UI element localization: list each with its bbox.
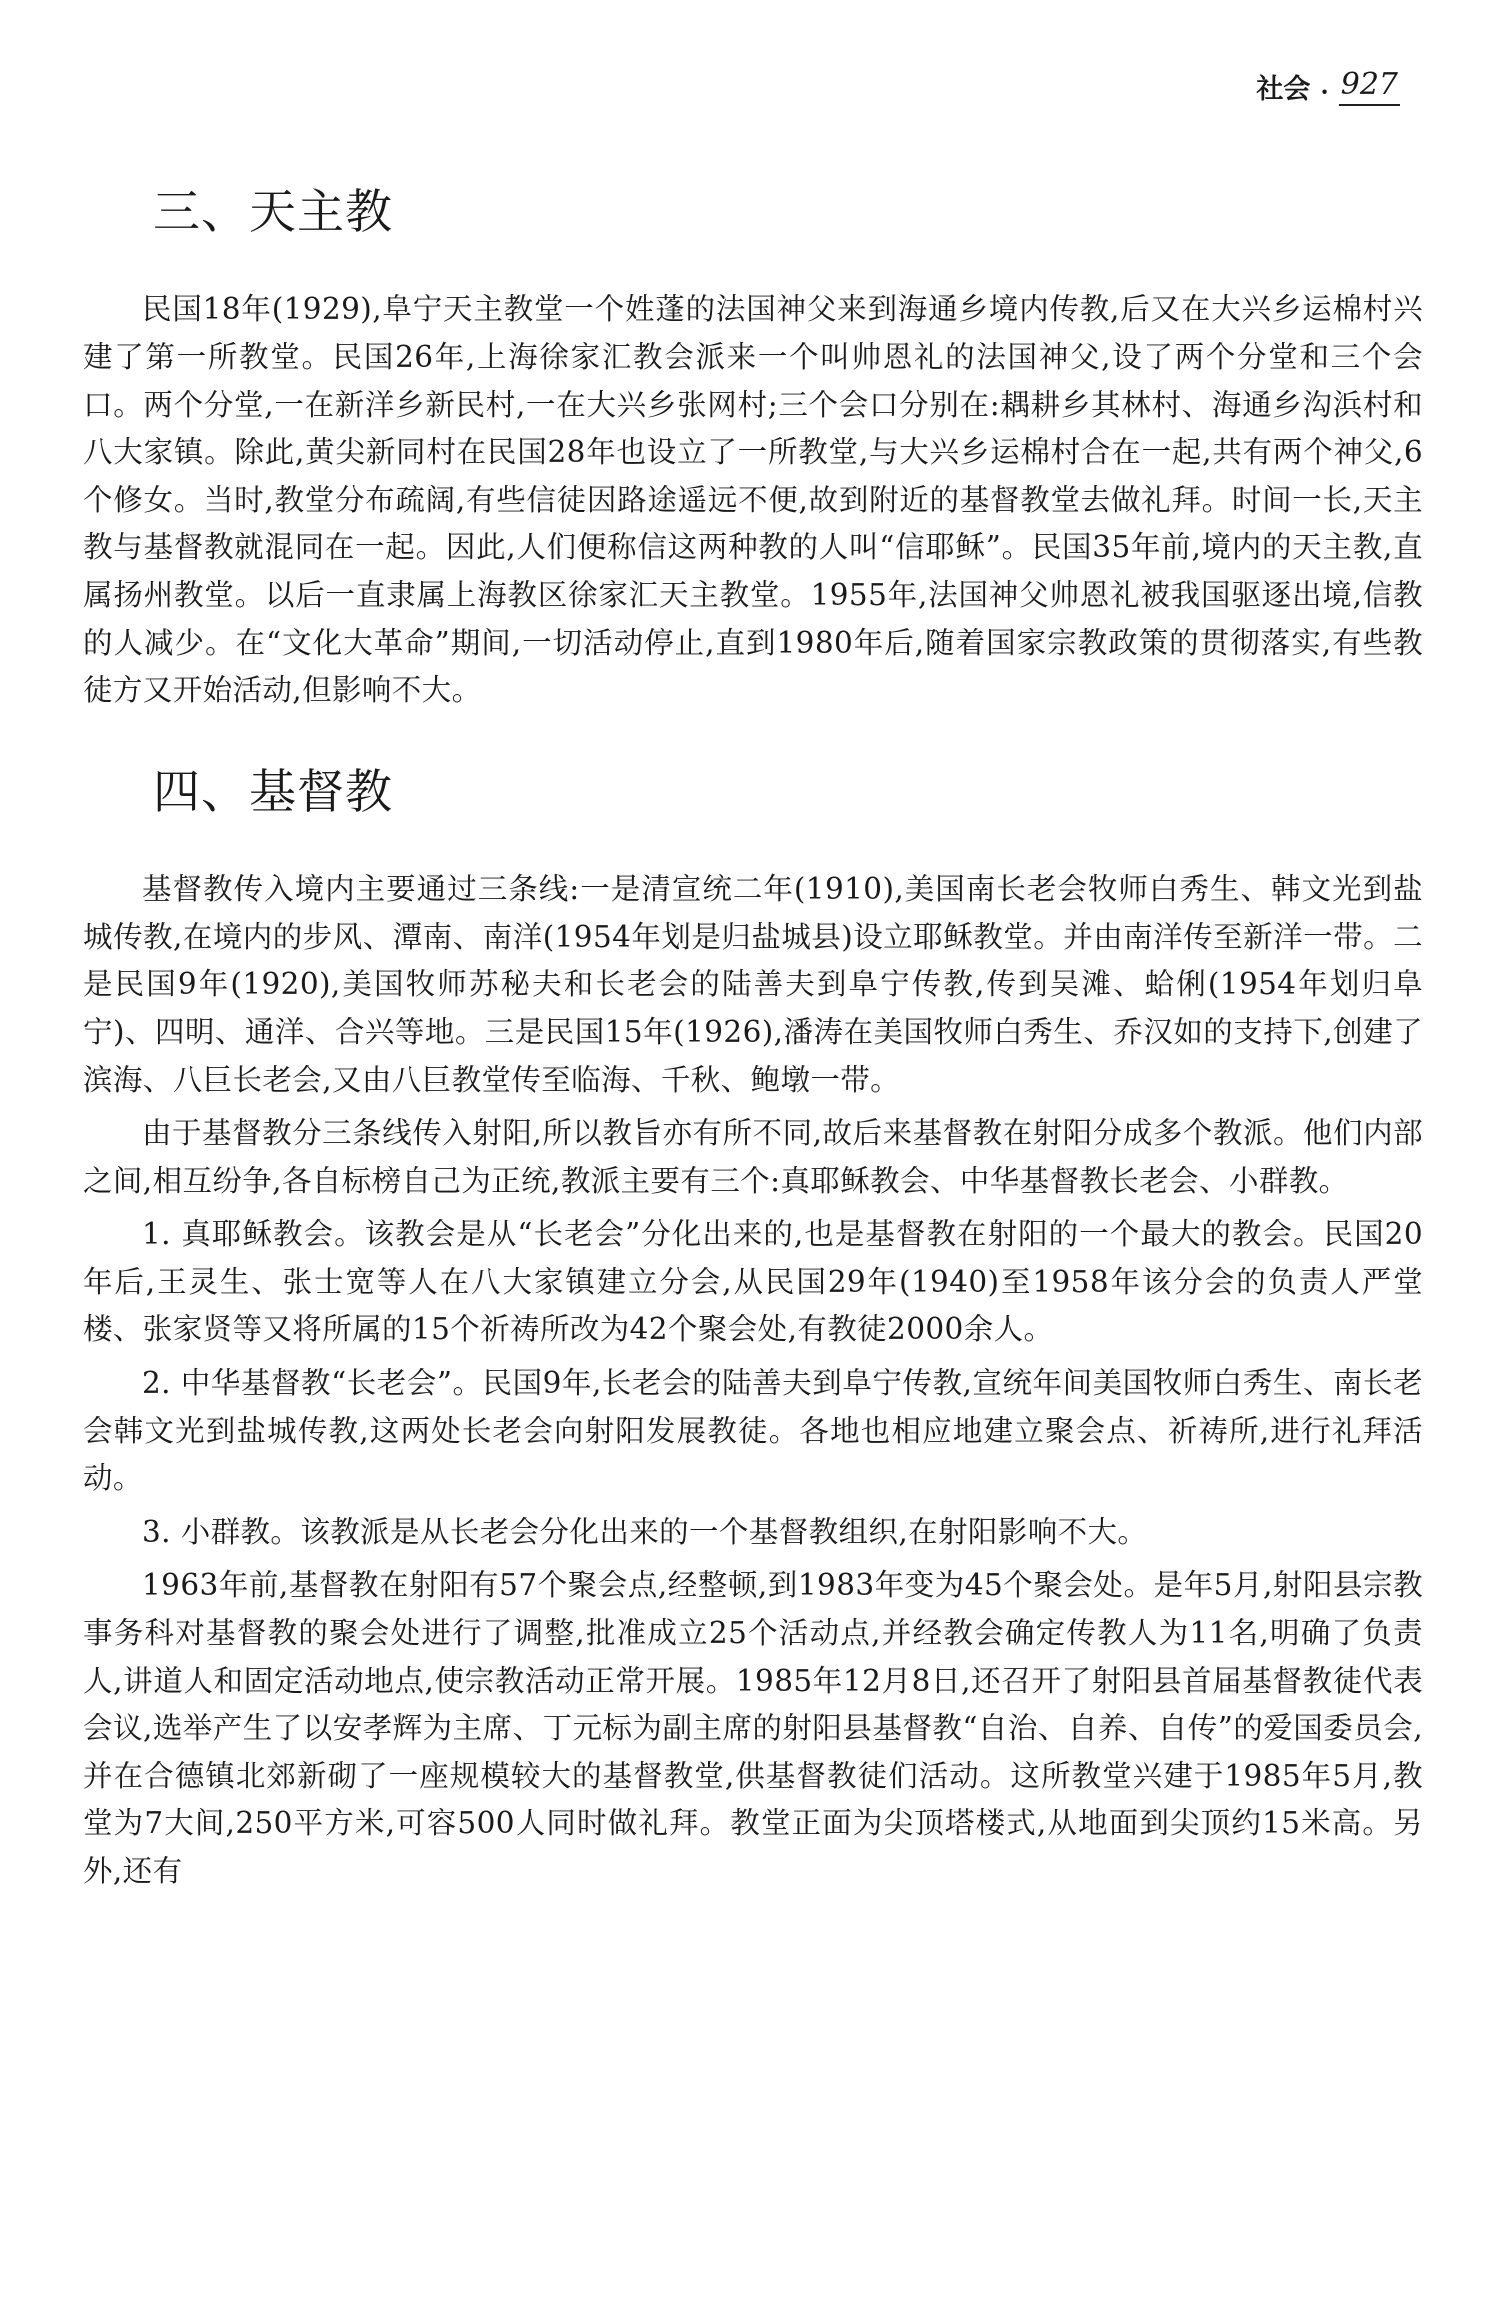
paragraph: 1. 真耶稣教会。该教会是从“长老会”分化出来的,也是基督教在射阳的一个最大的教会。民国20年后,王灵生、张士宽等人在八大家镇建立分会,从民国29年(1940)至1958年该分会的负责人严堂楼、张家贤等又将所属的15个祈祷所改为42个聚会处,有教徒2000余人。 [83,1217,1423,1347]
paragraph: 民国18年(1929),阜宁天主教堂一个姓蓬的法国神父来到海通乡境内传教,后又在大兴乡运棉村兴建了第一所教堂。民国26年,上海徐家汇教会派来一个叫帅恩礼的法国神父,设了两个分堂和三个会口。两个分堂,一在新洋乡新民村,一在大兴乡张网村;三个会口分别在:耦耕乡其林村、海通乡沟浜村和八大家镇。除此,黄尖新同村在民国28年也设立了一所教堂,与大兴乡运棉村合在一起,共有两个神父,6个修女。当时,教堂分布疏阔,有些信徒因路途遥远不便,故到附近的基督教堂去做礼拜。时间一长,天主教与基督教就混同在一起。因此,人们便称信这两种教的人叫“信耶稣”。民国35年前,境内的天主教,直属扬州教堂。以后一直隶属上海教区徐家汇天主教堂。1955年,法国神父帅恩礼被我国驱逐出境,信教的人减少。在“文化大革命”期间,一切活动停止,直到1980年后,随着国家宗教政策的贯彻落实,有些教徒方又开始活动,但影响不大。 [83,292,1423,708]
page-content [83,185,1423,1896]
paragraph: 3. 小群教。该教派是从长老会分化出来的一个基督教组织,在射阳影响不大。 [142,1514,1148,1549]
section-heading-christianity: 四、基督教 [153,764,393,820]
header-separator: · [1320,77,1329,106]
page-number: 927 [1339,67,1400,106]
paragraph: 1963年前,基督教在射阳有57个聚会点,经整顿,到1983年变为45个聚会处。是年5月,射阳县宗教事务科对基督教的聚会处进行了调整,批准成立25个活动点,并经教会确定传教人为11名,明确了负责人,讲道人和固定活动地点,使宗教活动正常开展。1985年12月8日,还召开了射阳县首届基督教徒代表会议,选举产生了以安孝辉为主席、丁元标为副主席的射阳县基督教“自治、自养、自传”的爱国委员会,并在合德镇北郊新砌了一座规模较大的基督教堂,供基督教徒们活动。这所教堂兴建于1985年5月,教堂为7大间,250平方米,可容500人同时做礼拜。教堂正面为尖顶塔楼式,从地面到尖顶约15米高。另外,还有 [83,1568,1423,1888]
paragraph: 基督教传入境内主要通过三条线:一是清宣统二年(1910),美国南长老会牧师白秀生、韩文光到盐城传教,在境内的步风、潭南、南洋(1954年划是归盐城县)设立耶稣教堂。并由南洋传至新洋一带。二是民国9年(1920),美国牧师苏秘夫和长老会的陆善夫到阜宁传教,传到吴滩、蛤俐(1954年划归阜宁)、四明、通洋、合兴等地。三是民国15年(1926),潘涛在美国牧师白秀生、乔汉如的支持下,创建了滨海、八巨长老会,又由八巨教堂传至临海、千秋、鲍墩一带。 [83,872,1423,1097]
header-section-title: 社会 [1256,74,1311,105]
section-heading-catholicism: 三、天主教 [153,185,393,240]
running-header [1100,62,1400,106]
paragraph: 2. 中华基督教“长老会”。民国9年,长老会的陆善夫到阜宁传教,宣统年间美国牧师白秀生、南长老会韩文光到盐城传教,这两处长老会向射阳发展教徒。各地也相应地建立聚会点、祈祷所,进行礼拜活动。 [83,1366,1423,1496]
paragraph: 由于基督教分三条线传入射阳,所以教旨亦有所不同,故后来基督教在射阳分成多个教派。他们内部之间,相互纷争,各自标榜自己为正统,教派主要有三个:真耶稣教会、中华基督教长老会、小群教。 [83,1116,1423,1198]
